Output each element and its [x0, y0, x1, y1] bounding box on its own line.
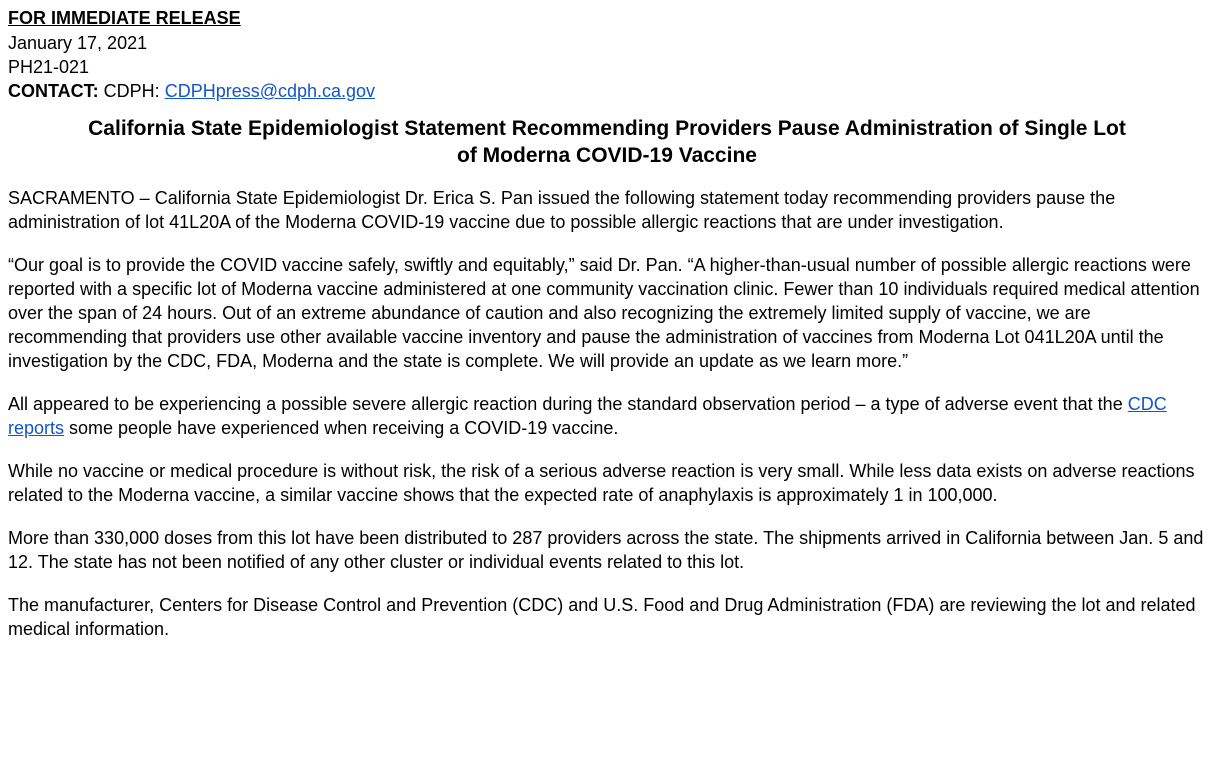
paragraph-distribution: More than 330,000 doses from this lot have been distributed to 287 providers across the state. The shipments arrived in California between Jan. 5 and 12. The state has not been notified of any other cluster or individual events related to this lot.: [8, 528, 1204, 572]
contact-label: CONTACT:: [8, 81, 99, 101]
paragraph-reaction-text-before: All appeared to be experiencing a possible severe allergic reaction during the standard observation period – a type of adverse event that the: [8, 394, 1128, 414]
contact-line: [8, 79, 1206, 103]
paragraph-reaction: [8, 392, 1206, 440]
cdc-reports-link[interactable]: CDC reports: [8, 394, 1167, 438]
paragraph-risk: While no vaccine or medical procedure is without risk, the risk of a serious adverse reaction is very small. While less data exists on adverse reactions related to the Moderna vaccine, a similar vaccine shows that the expected rate of anaphylaxis is approximately 1 in 100,000.: [8, 461, 1195, 505]
release-id: PH21-021: [8, 57, 90, 77]
headline-line-1: California State Epidemiologist Statement Recommending Providers Pause Administration of Single Lot: [88, 117, 1126, 140]
paragraph-review: The manufacturer, Centers for Disease Control and Prevention (CDC) and U.S. Food and Drug Administration (FDA) are reviewing the lot and related medical information.: [8, 595, 1196, 639]
headline: [8, 115, 1206, 169]
release-header: [8, 6, 1206, 103]
paragraph-quote: “Our goal is to provide the COVID vaccine safely, swiftly and equitably,” said Dr. Pan. “A higher-than-usual number of possible allergic reactions were reported with a specific lot of Moderna vaccine administered at one community vaccination clinic. Fewer than 10 individuals required medical attention over the span of 24 hours. Out of an extreme abundance of caution and also recognizing the extremely limited supply of vaccine, we are recommending that providers use other available vaccine inventory and pause the administration of vaccines from Moderna Lot 041L20A until the investigation by the CDC, FDA, Moderna and the state is complete. We will provide an update as we learn more.”: [8, 255, 1200, 371]
release-date: January 17, 2021: [8, 33, 148, 53]
release-label: FOR IMMEDIATE RELEASE: [8, 8, 241, 28]
paragraph-intro: SACRAMENTO – California State Epidemiologist Dr. Erica S. Pan issued the following statement today recommending providers pause the administration of lot 41L20A of the Moderna COVID-19 vaccine due to possible allergic reactions that are under investigation.: [8, 188, 1116, 232]
contact-org: CDPH:: [103, 81, 160, 101]
paragraph-reaction-text-after: some people have experienced when receiving a COVID-19 vaccine.: [64, 418, 619, 438]
headline-line-2: of Moderna COVID-19 Vaccine: [457, 144, 757, 167]
contact-email-link[interactable]: CDPHpress@cdph.ca.gov: [164, 81, 376, 101]
